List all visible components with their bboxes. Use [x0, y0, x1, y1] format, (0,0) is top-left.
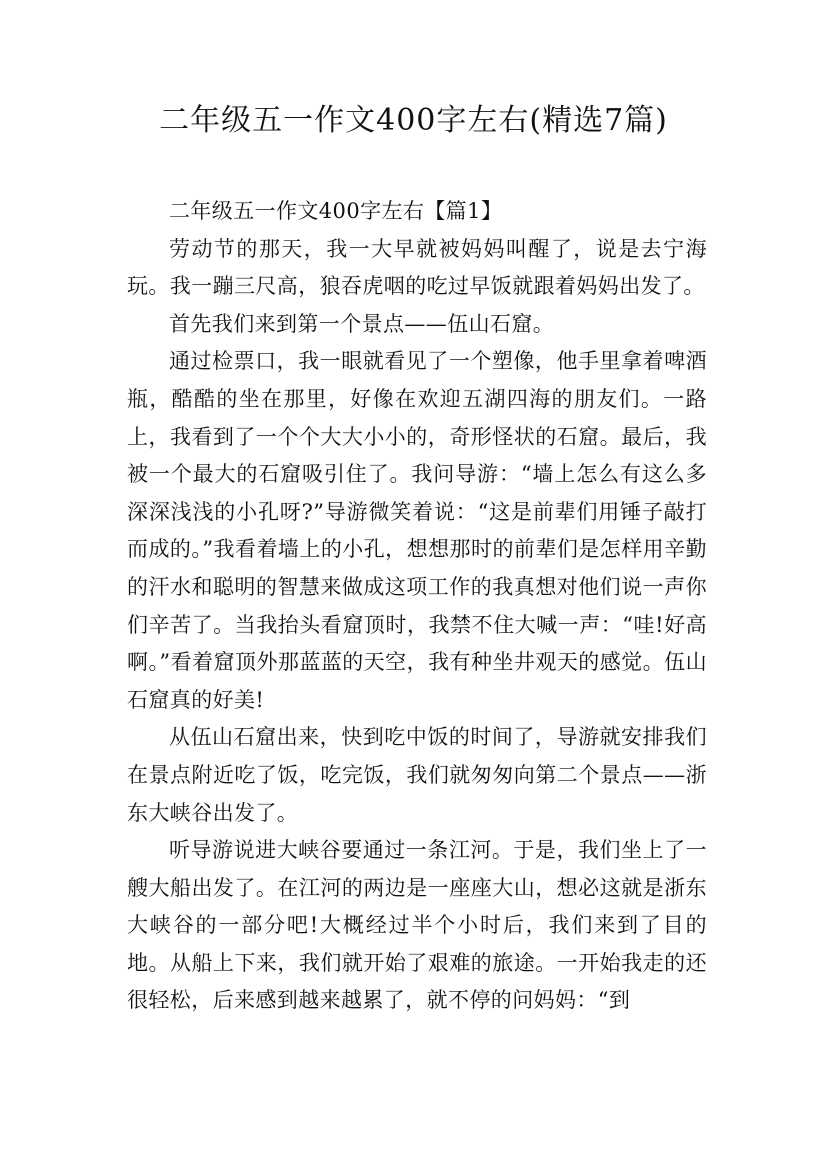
section-heading: 二年级五一作文400字左右【篇1】: [169, 199, 503, 223]
paragraph: 听导游说进大峡谷要通过一条江河。于是，我们坐上了一艘大船出发了。在江河的两边是一座座大山，想必这就是浙东大峡谷的一部分吧!大概经过半个小时后，我们来到了目的地。从船上下来，我们就开始了艰难的旅途。一开始我走的还很轻松，后来感到越来越累了，就不停的问妈妈：“到: [127, 838, 707, 1013]
paragraph: 劳动节的那天，我一大早就被妈妈叫醒了，说是去宁海玩。我一蹦三尺高，狼吞虎咽的吃过早饭就跟着妈妈出发了。: [127, 236, 707, 299]
paragraph: 通过检票口，我一眼就看见了一个塑像，他手里拿着啤酒瓶，酷酷的坐在那里，好像在欢迎五湖四海的朋友们。一路上，我看到了一个个大大小小的，奇形怪状的石窟。最后，我被一个最大的石窟吸引住了。我问导游：“墙上怎么有这么多深深浅浅的小孔呀?”导游微笑着说：“这是前辈们用锤子敲打而成的。”我看着墙上的小孔，想想那时的前辈们是怎样用辛勤的汗水和聪明的智慧来做成这项工作的我真想对他们说一声你们辛苦了。当我抬头看窟顶时，我禁不住大喊一声：“哇!好高啊。”看着窟顶外那蓝蓝的天空，我有种坐井观天的感觉。伍山石窟真的好美!: [127, 349, 707, 712]
paragraph: 从伍山石窟出来，快到吃中饭的时间了，导游就安排我们在景点附近吃了饭，吃完饭，我们就匆匆向第二个景点——浙东大峡谷出发了。: [127, 725, 707, 825]
paragraph: 首先我们来到第一个景点——伍山石窟。: [169, 311, 555, 336]
document-title: 二年级五一作文400字左右(精选7篇): [159, 103, 668, 138]
document-body: [127, 193, 707, 1020]
